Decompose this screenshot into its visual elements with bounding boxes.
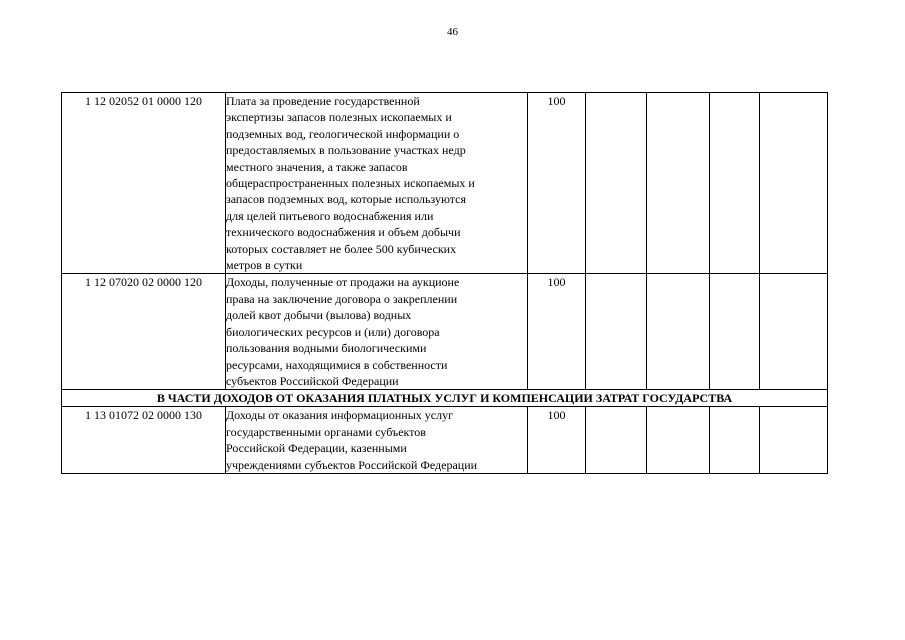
- description-line: Доходы, полученные от продажи на аукционе: [226, 275, 460, 290]
- empty-cell: [647, 274, 710, 390]
- empty-cell: [710, 274, 760, 390]
- description-line: ресурсами, находящимися в собственности: [226, 357, 448, 372]
- revenue-description: [226, 274, 528, 390]
- page-number: 46: [447, 26, 458, 38]
- table-row: [62, 274, 828, 390]
- description-line: биологических ресурсов и (или) договора: [226, 324, 440, 339]
- section-row: [62, 390, 828, 407]
- norm-value: 100: [528, 274, 586, 390]
- empty-cell: [647, 407, 710, 474]
- table-row: [62, 93, 828, 274]
- description-line: технического водоснабжения и объем добычи: [226, 225, 461, 240]
- empty-cell: [586, 274, 647, 390]
- empty-cell: [586, 93, 647, 274]
- revenue-description: [226, 93, 528, 274]
- budget-code: 1 12 02052 01 0000 120: [62, 93, 226, 274]
- empty-cell: [760, 274, 828, 390]
- empty-cell: [586, 407, 647, 474]
- description-line: предоставляемых в пользование участках недр: [226, 143, 466, 158]
- description-line: государственными органами субъектов: [226, 424, 426, 439]
- description-line: местного значения, а также запасов: [226, 159, 408, 174]
- description-line: Плата за проведение государственной: [226, 94, 420, 108]
- empty-cell: [710, 407, 760, 474]
- revenue-description: [226, 407, 528, 474]
- table-row: [62, 407, 828, 474]
- norm-value: 100: [528, 93, 586, 274]
- description-line: которых составляет не более 500 кубических: [226, 241, 457, 256]
- description-line: метров в сутки: [226, 258, 303, 273]
- empty-cell: [647, 93, 710, 274]
- description-line: пользования водными биологическими: [226, 341, 427, 356]
- description-line: учреждениями субъектов Российской Федерации: [226, 457, 478, 472]
- description-line: субъектов Российской Федерации: [226, 373, 399, 388]
- description-line: для целей питьевого водоснабжения или: [226, 208, 434, 223]
- description-line: подземных вод, геологической информации о: [226, 126, 460, 141]
- empty-cell: [760, 407, 828, 474]
- budget-code: 1 12 07020 02 0000 120: [62, 274, 226, 390]
- description-line: права на заключение договора о закреплении: [226, 291, 458, 306]
- description-line: общераспространенных полезных ископаемых и: [226, 176, 475, 191]
- description-line: экспертизы запасов полезных ископаемых и: [226, 110, 452, 125]
- description-line: Российской Федерации, казенными: [226, 441, 407, 456]
- description-line: Доходы от оказания информационных услуг: [226, 408, 454, 423]
- empty-cell: [760, 93, 828, 274]
- description-line: запасов подземных вод, которые используются: [226, 192, 467, 207]
- norm-value: 100: [528, 407, 586, 474]
- section-heading: В ЧАСТИ ДОХОДОВ ОТ ОКАЗАНИЯ ПЛАТНЫХ УСЛУГ И КОМПЕНСАЦИИ ЗАТРАТ ГОСУДАРСТВА: [62, 390, 828, 407]
- revenue-table: [61, 92, 828, 474]
- budget-code: 1 13 01072 02 0000 130: [62, 407, 226, 474]
- description-line: долей квот добычи (вылова) водных: [226, 308, 412, 323]
- empty-cell: [710, 93, 760, 274]
